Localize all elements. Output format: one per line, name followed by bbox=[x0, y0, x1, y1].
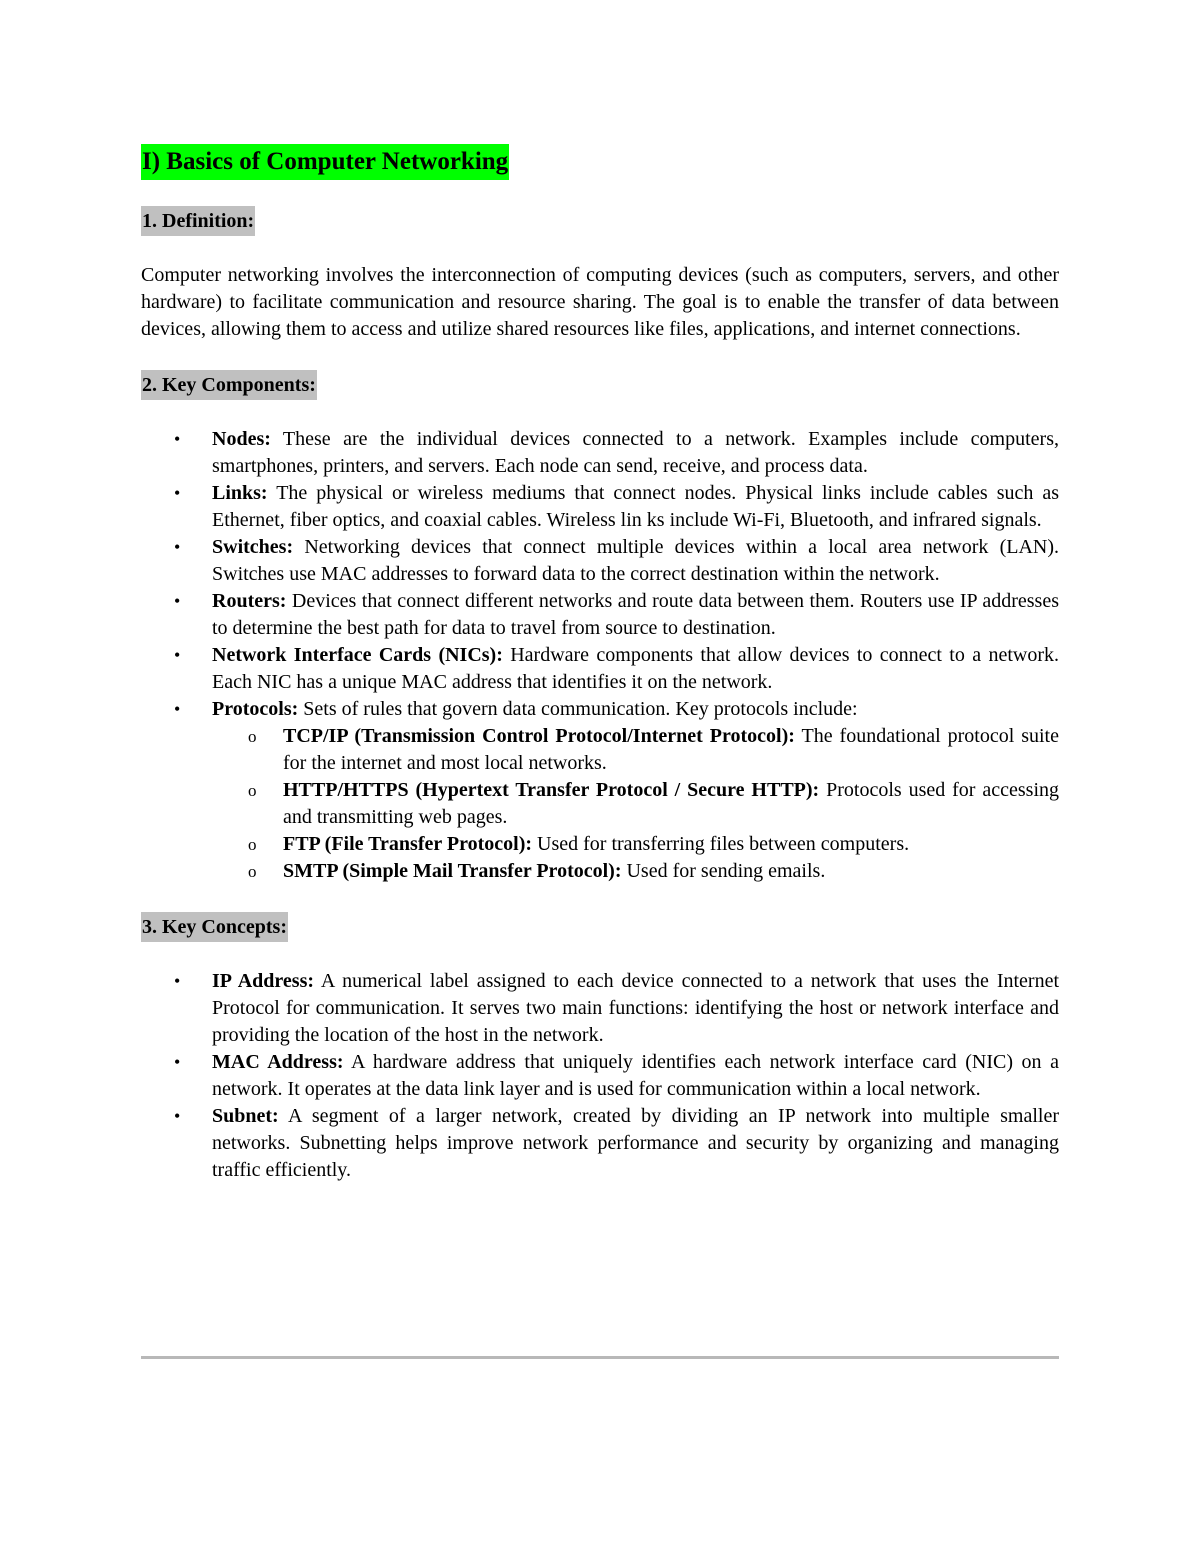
component-term: Links: bbox=[212, 482, 268, 504]
protocol-term: SMTP (Simple Mail Transfer Protocol): bbox=[283, 860, 622, 882]
bullet-icon: • bbox=[174, 429, 181, 449]
component-description: The physical or wireless mediums that connect nodes. Physical links include cables such as Ethernet, fiber optics, and coaxial cables. Wireless lin ks include Wi-Fi, Bluetooth, and infrared signals. bbox=[212, 482, 1059, 531]
protocol-term: TCP/IP (Transmission Control Protocol/Internet Protocol): bbox=[283, 725, 795, 747]
component-term: Nodes: bbox=[212, 428, 271, 450]
sub-bullet-icon: o bbox=[248, 862, 257, 881]
component-term: Protocols: bbox=[212, 698, 299, 720]
concept-description: A hardware address that uniquely identifies each network interface card (NIC) on a network. It operates at the data link layer and is used for communication within a local network. bbox=[212, 1051, 1059, 1100]
concept-description: A segment of a larger network, created by dividing an IP network into multiple smaller networks. Subnetting helps improve network performance and security by organizing and managing traffic efficiently. bbox=[212, 1105, 1059, 1181]
concept-term: Subnet: bbox=[212, 1105, 279, 1127]
horizontal-rule bbox=[141, 1356, 1059, 1359]
protocol-description: Protocols used for accessing and transmitting web pages. bbox=[283, 779, 1059, 828]
protocol-term: HTTP/HTTPS (Hypertext Transfer Protocol / Secure HTTP): bbox=[283, 779, 820, 801]
concepts-heading: 3. Key Concepts: bbox=[141, 912, 288, 942]
component-term: Switches: bbox=[212, 536, 294, 558]
list-item bbox=[212, 777, 1059, 831]
bullet-icon: • bbox=[174, 1052, 181, 1072]
concept-term: MAC Address: bbox=[212, 1051, 344, 1073]
list-item bbox=[141, 534, 1059, 588]
definition-paragraph: Computer networking involves the interconnection of computing devices (such as computers, servers, and other hardware) to facilitate communication and resource sharing. The goal is to enable the transfer of data between devices, allowing them to access and utilize shared resources like files, applications, and internet connections. bbox=[141, 264, 1059, 340]
bullet-icon: • bbox=[174, 591, 181, 611]
document-title: I) Basics of Computer Networking bbox=[141, 144, 509, 180]
list-item bbox=[141, 480, 1059, 534]
component-description: Devices that connect different networks and route data between them. Routers use IP addresses to determine the best path for data to travel from source to destination. bbox=[212, 590, 1059, 639]
bullet-icon: • bbox=[174, 1106, 181, 1126]
list-item bbox=[141, 588, 1059, 642]
protocol-description: Used for transferring files between computers. bbox=[532, 833, 910, 855]
protocols-list bbox=[212, 723, 1059, 885]
list-item bbox=[141, 696, 1059, 885]
component-description: Sets of rules that govern data communication. Key protocols include: bbox=[298, 698, 858, 720]
component-term: Routers: bbox=[212, 590, 287, 612]
definition-heading: 1. Definition: bbox=[141, 206, 255, 236]
bullet-icon: • bbox=[174, 645, 181, 665]
protocol-description: The foundational protocol suite for the internet and most local networks. bbox=[283, 725, 1059, 774]
concepts-list bbox=[141, 968, 1059, 1184]
list-item bbox=[212, 723, 1059, 777]
sub-bullet-icon: o bbox=[248, 781, 257, 800]
components-heading: 2. Key Components: bbox=[141, 370, 317, 400]
sub-bullet-icon: o bbox=[248, 727, 257, 746]
concept-description: A numerical label assigned to each device connected to a network that uses the Internet Protocol for communication. It serves two main functions: identifying the host or network interface and providing the location of the host in the network. bbox=[212, 970, 1060, 1046]
protocol-term: FTP (File Transfer Protocol): bbox=[283, 833, 533, 855]
bullet-icon: • bbox=[174, 699, 181, 719]
list-item bbox=[141, 968, 1059, 1049]
bullet-icon: • bbox=[174, 971, 181, 991]
list-item bbox=[141, 426, 1059, 480]
list-item bbox=[141, 1049, 1059, 1103]
concept-term: IP Address: bbox=[212, 970, 315, 992]
bullet-icon: • bbox=[174, 537, 181, 557]
list-item bbox=[212, 831, 1059, 858]
components-list bbox=[141, 426, 1059, 885]
sub-bullet-icon: o bbox=[248, 835, 257, 854]
document-page bbox=[141, 138, 1059, 1184]
component-description: These are the individual devices connected to a network. Examples include computers, smartphones, printers, and servers. Each node can send, receive, and process data. bbox=[212, 428, 1059, 477]
protocol-description: Used for sending emails. bbox=[621, 860, 826, 882]
component-description: Hardware components that allow devices to connect to a network. Each NIC has a unique MAC address that identifies it on the network. bbox=[212, 644, 1059, 693]
list-item bbox=[212, 858, 1059, 885]
list-item bbox=[141, 642, 1059, 696]
component-description: Networking devices that connect multiple devices within a local area network (LAN). Switches use MAC addresses to forward data to the correct destination within the network. bbox=[212, 536, 1059, 585]
component-term: Network Interface Cards (NICs): bbox=[212, 644, 503, 666]
list-item bbox=[141, 1103, 1059, 1184]
bullet-icon: • bbox=[174, 483, 181, 503]
